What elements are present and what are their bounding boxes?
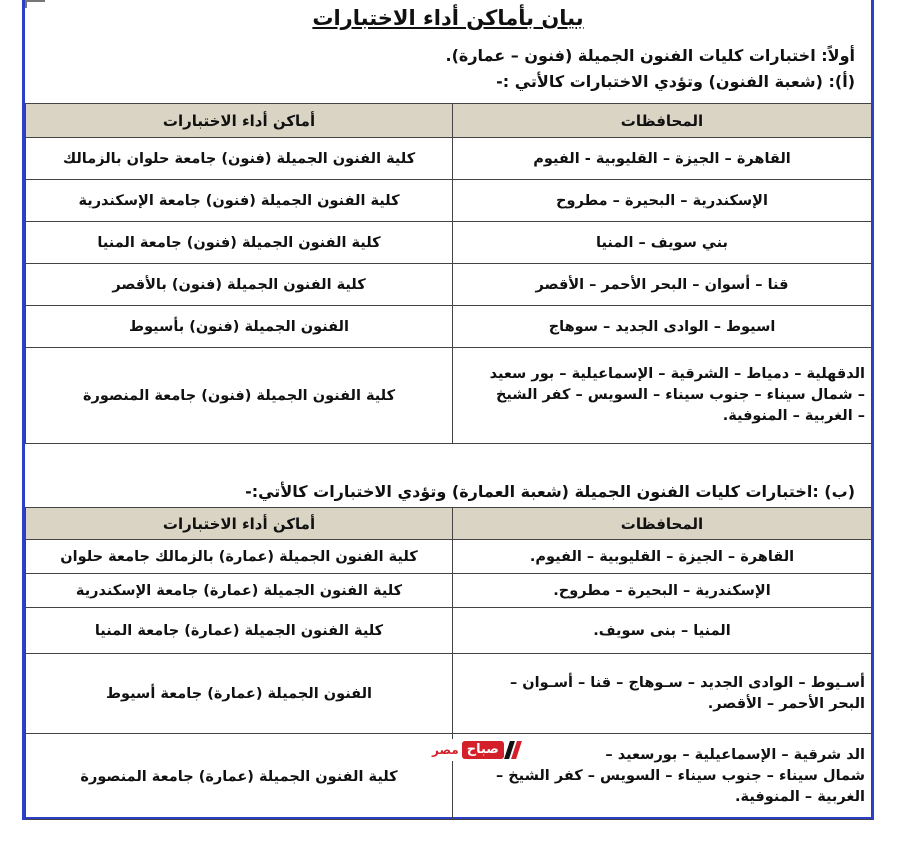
gov-cell: القاهرة – الجيزة – القليوبية – الفيوم.	[453, 540, 872, 574]
gov-line: – الغربية – المنوفية.	[722, 408, 865, 424]
gov-cell	[453, 654, 872, 734]
header-governorates: المحافظات	[453, 508, 872, 540]
venue-cell: كلية الفنون الجميلة (فنون) جامعة المنيا	[26, 222, 453, 264]
table-architecture	[25, 507, 872, 820]
table-row	[26, 138, 872, 180]
gov-cell: الإسكندرية – البحيرة – مطروح.	[453, 574, 872, 608]
table-header-row	[26, 508, 872, 540]
header-governorates: المحافظات	[453, 104, 872, 138]
venue-cell: الفنون الجميلة (فنون) بأسيوط	[26, 306, 453, 348]
gov-cell: المنيا – بنى سويف.	[453, 608, 872, 654]
gov-line: البحر الأحمر – الأقصر.	[707, 695, 865, 712]
section-a-heading: أولاً: اختبارات كليات الفنون الجميلة (فنون – عمارة).	[445, 46, 855, 65]
logo-mark-icon	[507, 741, 519, 759]
venue-cell: كلية الفنون الجميلة (فنون) جامعة الإسكندرية	[26, 180, 453, 222]
gov-cell: اسيوط – الوادى الجديد – سوهاج	[453, 306, 872, 348]
venue-cell: كلية الفنون الجميلة (عمارة) بالزمالك جامعة حلوان	[26, 540, 453, 574]
gov-cell	[453, 348, 872, 444]
gov-line: الدقهلية – دمياط – الشرقية – الإسماعيلية – بور سعيد	[489, 366, 865, 382]
page-title: بيان بأماكن أداء الاختبارات	[312, 6, 584, 30]
gov-cell: القاهرة – الجيزة – القليوبية - الفيوم	[453, 138, 872, 180]
watermark-logo	[429, 739, 522, 761]
venue-cell: الفنون الجميلة (عمارة) جامعة أسيوط	[26, 654, 453, 734]
gov-line: الغربية – المنوفية.	[735, 789, 865, 805]
table-row	[26, 540, 872, 574]
venue-cell: كلية الفنون الجميلة (فنون) جامعة حلوان بالزمالك	[26, 138, 453, 180]
table-arts	[25, 103, 872, 444]
venue-cell: كلية الفنون الجميلة (عمارة) جامعة المنصورة	[26, 734, 453, 820]
table-row	[26, 222, 872, 264]
gov-line: الد شرقية – الإسماعيلية – بورسعيد –	[605, 747, 865, 763]
section-b-heading: (ب) :اختبارات كليات الفنون الجميلة (شعبة العمارة) وتؤدي الاختبارات كالأتي:-	[245, 482, 855, 501]
gov-cell: بني سويف – المنيا	[453, 222, 872, 264]
document-page	[22, 0, 874, 820]
table-row	[26, 608, 872, 654]
gov-cell: قنا – أسوان – البحر الأحمر – الأقصر	[453, 264, 872, 306]
header-venues: أماكن أداء الاختبارات	[26, 104, 453, 138]
section-a-subheading: (أ): (شعبة الفنون) وتؤدي الاختبارات كالأتي :-	[496, 72, 855, 91]
table-row	[26, 306, 872, 348]
gov-line: شمال سيناء – جنوب سيناء – السويس – كفر الشيخ –	[495, 768, 865, 784]
venue-cell: كلية الفنون الجميلة (عمارة) جامعة المنيا	[26, 608, 453, 654]
gov-line: أسـيوط – الوادى الجديد – سـوهاج – قنا – أسـوان –	[510, 674, 865, 691]
watermark-name: صباح	[462, 741, 504, 759]
gov-cell: الإسكندرية – البحيرة – مطروح	[453, 180, 872, 222]
table-row	[26, 348, 872, 444]
gov-line: – شمال سيناء – جنوب سيناء – السويس – كفر الشيخ	[495, 387, 865, 403]
table-header-row	[26, 104, 872, 138]
table-row	[26, 654, 872, 734]
header-venues: أماكن أداء الاختبارات	[26, 508, 453, 540]
table-row	[26, 264, 872, 306]
venue-cell: كلية الفنون الجميلة (عمارة) جامعة الإسكندرية	[26, 574, 453, 608]
venue-cell: كلية الفنون الجميلة (فنون) بالأقصر	[26, 264, 453, 306]
table-row	[26, 180, 872, 222]
watermark-suffix: مصر	[432, 743, 459, 757]
venue-cell: كلية الفنون الجميلة (فنون) جامعة المنصورة	[26, 348, 453, 444]
table-row	[26, 574, 872, 608]
